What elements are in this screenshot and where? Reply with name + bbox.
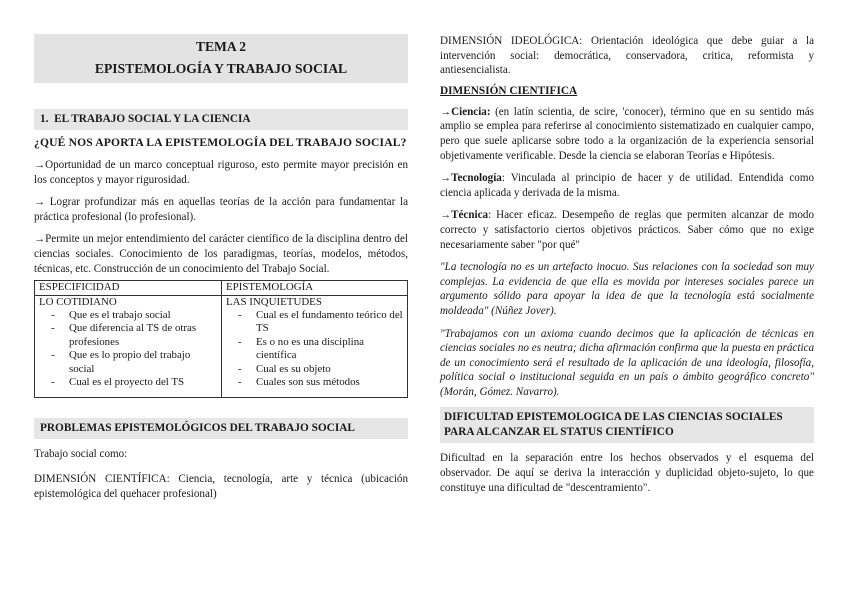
arrow-icon: → xyxy=(440,209,452,222)
list-item: - Cual es su objeto xyxy=(238,363,403,376)
table-cell-inquietudes xyxy=(222,295,408,398)
right-column xyxy=(440,34,814,495)
tecnologia-paragraph: →Tecnología: Vinculada al principio de hacer y de utilidad. Entendida como ciencia aplicada y derivada de la misma. xyxy=(440,172,814,199)
table-header-epistemologia: EPISTEMOLOGÍA xyxy=(222,281,408,295)
ciencia-paragraph: →Ciencia: (en latín scientia, de scire, 'conocer), término que en su sentido más amplio se emplea para referirse al conocimiento sistematizado en cualquier campo, pero que suele aplicarse sobre todo a la organización de la experiencia sensorial objetivamente verificable. Desde la ciencia se elaboran Teorías e Hipótesis. xyxy=(440,105,814,162)
tecnica-label: Técnica xyxy=(451,209,489,222)
list-item: - Que diferencia al TS de otras profesiones xyxy=(51,322,217,349)
tecnica-paragraph: →Técnica: Hacer eficaz. Desempeño de reglas que permiten alcanzar de modo correcto y satisfactorio ciertos objetivos prácticos. Saber cómo que no exige necesariamente saber "por qué" xyxy=(440,209,814,251)
quote-nunez-jover: "La tecnología no es un artefacto inocuo. Sus relaciones con la sociedad son muy complejas. La evidencia de que ella es movida por intereses sociales parece un argumento sólido para apoyar la idea de que la tecnología está socialmente moldeada" (Núñez Jover). xyxy=(440,261,814,317)
table-cell-cotidiano xyxy=(35,295,222,398)
problems-heading: PROBLEMAS EPISTEMOLÓGICOS DEL TRABAJO SOCIAL xyxy=(34,418,408,439)
arrow-icon: → xyxy=(34,233,46,246)
arrow-icon: → xyxy=(440,105,452,118)
list-item: - Es o no es una disciplina científica xyxy=(238,336,403,363)
tecnologia-label: Tecnología xyxy=(451,172,502,185)
ciencia-label: Ciencia: xyxy=(451,105,491,118)
list-item: - Cuales son sus métodos xyxy=(238,376,403,389)
cotidiano-list xyxy=(39,309,217,389)
section1-number: 1. xyxy=(40,113,49,125)
list-item: - Que es lo propio del trabajo social xyxy=(51,349,217,376)
arrow-icon: → xyxy=(34,196,46,209)
point-3: →Permite un mejor entendimiento del carácter científico de la disciplina dentro del ciencias sociales. Conocimiento de los paradigmas, teorías, modelos, métodos, técnicas, etc. Construcción de un conocimiento del Trabajo Social. xyxy=(34,233,408,275)
difficulty-heading: DIFICULTAD EPISTEMOLOGICA DE LAS CIENCIAS SOCIALES PARA ALCANZAR EL STATUS CIENTÍFICO xyxy=(440,407,814,443)
point-2: → Lograr profundizar más en aquellas teorías de la acción para fundamentar la práctica profesional (lo profesional). xyxy=(34,196,408,223)
question-heading: ¿QUÉ NOS APORTA LA EPISTEMOLOGÍA DEL TRABAJO SOCIAL? xyxy=(34,136,407,149)
table-header-especificidad: ESPECIFICIDAD xyxy=(35,281,222,295)
arrow-icon: → xyxy=(440,172,452,185)
problems-intro: Trabajo social como: xyxy=(34,448,128,461)
section1-heading xyxy=(34,109,408,130)
inquietudes-list xyxy=(226,309,403,389)
dimension-cientifica-heading: DIMENSIÓN CIENTIFICA xyxy=(440,84,578,97)
page-title-number: TEMA 2 xyxy=(195,39,247,54)
point-1: →Oportunidad de un marco conceptual riguroso, esto permite mayor precisión en los conceptos y mayor rigurosidad. xyxy=(34,159,408,186)
title-box xyxy=(34,34,408,83)
dimension-cientifica-text: DIMENSIÓN CIENTÍFICA: Ciencia, tecnología, arte y técnica (ubicación epistemológica del quehacer profesional) xyxy=(34,473,408,500)
dimension-ideologica-text: DIMENSIÓN IDEOLÓGICA: Orientación ideológica que debe guiar a la intervención social: democrática, conservadora, critica, reformista y antiesencialista. xyxy=(440,35,814,77)
list-item: - Cual es el fundamento teórico del TS xyxy=(238,309,403,336)
list-item: - Que es el trabajo social xyxy=(51,309,217,322)
left-column xyxy=(34,34,408,501)
page-title: EPISTEMOLOGÍA Y TRABAJO SOCIAL xyxy=(94,61,348,76)
list-item: - Cual es el proyecto del TS xyxy=(51,376,217,389)
inquietudes-title: LAS INQUIETUDES xyxy=(226,295,322,308)
comparison-table xyxy=(34,280,408,398)
quote-moran-gomez-navarro: "Trabajamos con un axioma cuando decimos que la aplicación de técnicas en ciencias sociales no es neutra; dicha afirmación confirma que la puesta en práctica de un conocimiento será el resultado de la aplicación de una ideología, filosofía, política social o institucional seguida en un país o ámbito geográfico concreto" (Morán, Gómez. Navarro). xyxy=(440,327,814,398)
cotidiano-title: LO COTIDIANO xyxy=(39,295,117,308)
section1-title: EL TRABAJO SOCIAL Y LA CIENCIA xyxy=(54,113,251,125)
difficulty-text: Dificultad en la separación entre los hechos observados y el esquema del observador. De aquí se deriva la interacción y duplicidad objeto-sujeto, lo que constituye una dificultad de "descentramiento". xyxy=(440,452,814,494)
arrow-icon: → xyxy=(34,159,46,171)
